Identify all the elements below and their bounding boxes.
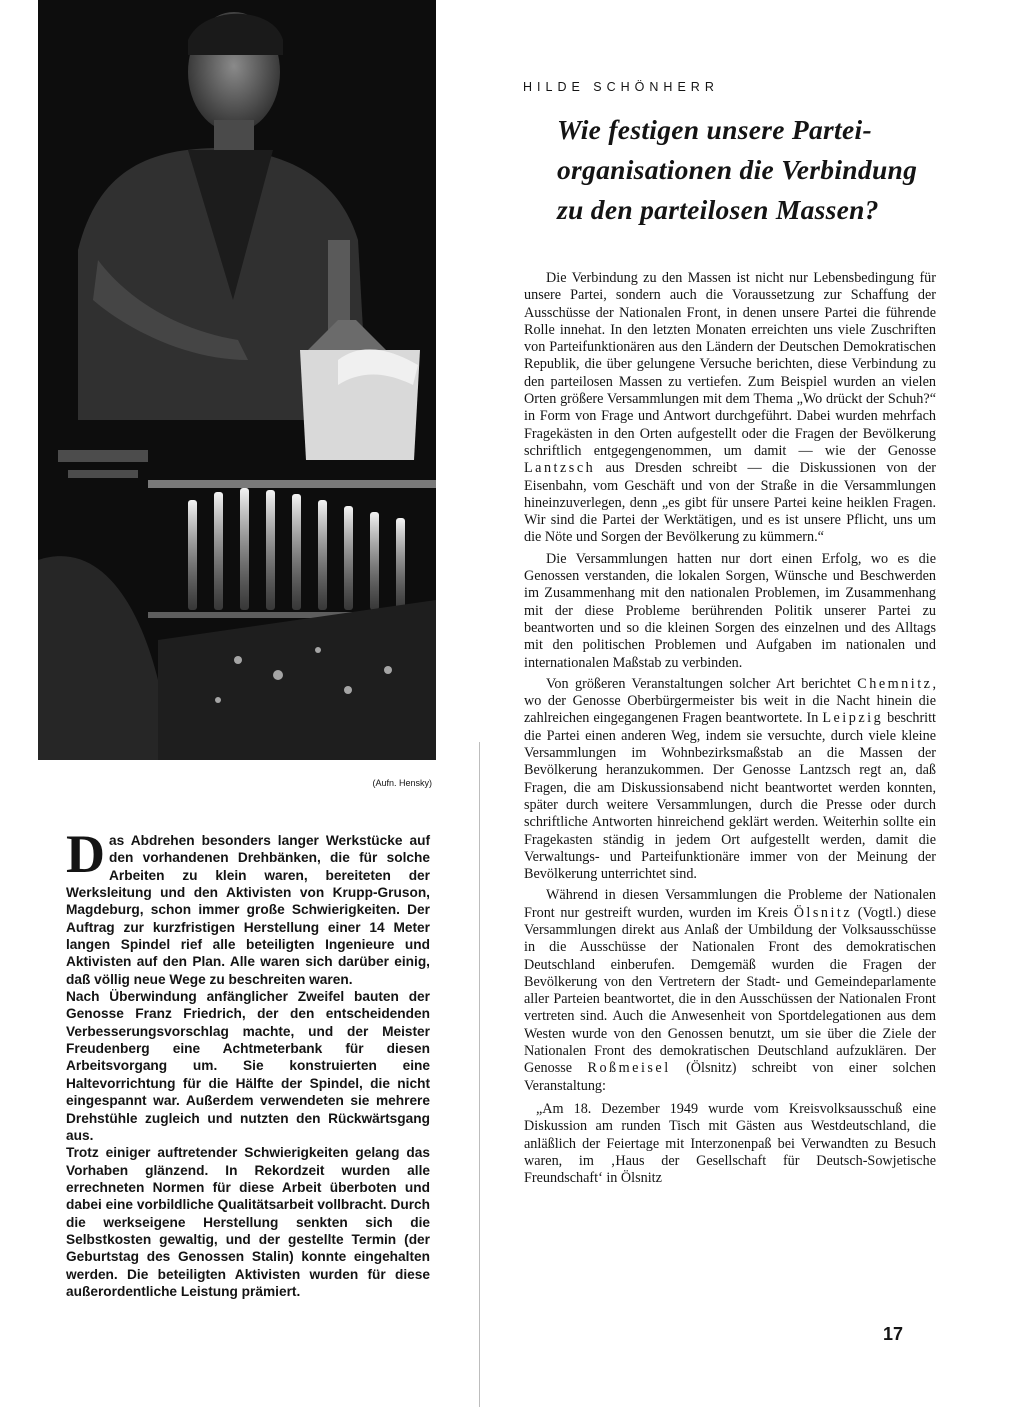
lathe-worker-photo	[38, 0, 436, 760]
author-byline: HILDE SCHÖNHERR	[523, 80, 719, 94]
headline-line: zu den parteilosen Massen?	[557, 194, 879, 225]
lathe-report-paragraph: Das Abdrehen besonders langer Werkstücke auf den vorhandenen Drehbänken, die für solche Arbeiten zu klein waren, bereiteten der Werksleitung und den Aktivisten von Krupp-Gruson, Magdeburg, schon immer große Schwierigkeiten. Der Auftrag zur kurzfristigen Herstellung einer 14 Meter langen Spindel rief alle beteiligten Ingenieure und Aktivisten auf den Plan. Alle waren sich darüber einig, daß völlig neue Wege zu beschreiten waren.	[66, 824, 430, 987]
headline-line: Wie festigen unsere Partei-	[557, 114, 872, 145]
lathe-report-paragraph: Trotz einiger auftretender Schwierigkeiten gelang das Vorhaben glänzend. In Rekordzeit wurden alle errechneten Normen für diese Arbeit überboten und dabei eine vorbildliche Qualitätsarbeit vollbracht. Durch die werkseigene Herstellung senkten sich die Selbstkosten gewaltig, und der gestellte Termin (der Geburtstag des Genossen Stalin) konnte eingehalten werden. Die beteiligten Aktivisten wurden für diese außerordentliche Leistung prämiert.	[66, 1145, 430, 1299]
article-quote: „Am 18. Dezember 1949 wurde vom Kreisvolksausschuß eine Diskussion am runden Tisch mit Gästen aus Westdeutschland, die anläßlich der Feiertage mit Interzonenpaß bei Verwandten zu Besuch waren, im ‚Haus der Gesellschaft für Deutsch-Sowjetische Freundschaft‘ in Ölsnitz	[524, 1100, 936, 1187]
page-number: 17	[883, 1324, 904, 1344]
lathe-report-paragraph: Nach Überwindung anfänglicher Zweifel bauten der Genosse Franz Friedrich, der den entscheidenden Verbesserungsvorschlag machte, und der Meister Freudenberg eine Achtmeterbank für diesen Arbeitsvorgang um. Sie konstruierten eine Haltevorrichtung für die Hälfte der Spindel, die nicht eingespannt war. Außerdem verwendeten sie mehrere Drehstühle zugleich und nutzten den Rückwärtsgang aus.	[66, 989, 430, 1143]
headline-line: organisationen die Verbindung	[557, 154, 918, 185]
article-paragraph: Während in diesen Versammlungen die Probleme der Nationalen Front nur gestreift wurden, wurden im Kreis Ölsnitz (Vogtl.) diese Versammlungen direkt aus Anlaß der Umbildung der Volksausschüsse in die Ausschüsse der Nationalen Front des demokratischen Deutschland einberufen. Demgemäß wurden die Fragen der Bevölkerung von den Vertretern der Stadt- und Gemeindeparlamente aller Parteien beantwortet, die in den Ausschüssen der Nationalen Front vertreten sind. Auch die Anwesenheit von Sportdelegationen aus dem Westen wurde von den Genossen benutzt, um sie über die Ziele der Nationalen Front des demokratischen Deutschland aufzuklären. Der Genosse Roßmeisel (Ölsnitz) schreibt von einer solchen Veranstaltung:	[524, 887, 937, 1094]
article-headline	[557, 110, 977, 230]
article-body	[524, 270, 936, 1191]
article-paragraph: Die Verbindung zu den Massen ist nicht nur Lebensbedingung für unsere Partei, sondern auch die Voraussetzung zur Schaffung der Ausschüsse der Nationalen Front, in denen unsere Partei die führende Rolle innehat. In den letzten Monaten erreichten uns viele Zuschriften von Parteifunktionären aus den Ländern der Deutschen Demokratischen Republik, die über gelungene Versuche berichten, diese Verbindung zu den parteilosen Massen zu vertiefen. Zum Beispiel wurden an vielen Orten größere Versammlungen mit dem Thema „Wo drückt der Schuh?“ in Form von Frage und Antwort durchgeführt. Dabei wurden mehrfach Fragekästen in den Orten aufgestellt oder die Fragen der Bevölkerung schriftlich entgegengenommen, um damit — wie der Genosse Lantzsch aus Dresden schreibt — die Diskussionen von der Eisenbahn, vom Geschäft und von der Straße in die Versammlungen hineinzuverlegen, denn „es gibt für unsere Partei keine heiklen Fragen. Wir sind die Partei der Werktätigen, und es ist unsere Pflicht, uns um die Nöte und Sorgen der Bevölkerung zu kümmern.“	[524, 270, 936, 546]
photo-caption: (Aufn. Hensky)	[372, 778, 432, 788]
lathe-report	[66, 824, 430, 1300]
photo-illustration	[38, 0, 436, 760]
column-divider	[479, 742, 480, 1407]
article-paragraph: Von größeren Veranstaltungen solcher Art berichtet Chemnitz, wo der Genosse Oberbürgermeister bis weit in die Nacht hinein die zahlreichen eingegangenen Fragen beantwortete. In Leipzig beschritt die Partei einen anderen Weg, indem sie versuchte, durch viele kleine Versammlungen im Wohnbezirksmaßstab an die Massen der Bevölkerung heranzukommen. Der Genosse Lantzsch regt an, daß Fragen, die am Diskussionsabend nicht beantwortet werden konnten, später durch weitere Versammlungen, durch die Presse oder durch schriftliche Antworten hinreichend geklärt werden. Weiterhin sollte ein Fragekasten ständig in jedem Ort aufgestellt werden, damit die Verwaltungs- und Parteifunktionäre immer von der Meinung der Bevölkerung unterrichtet sind.	[524, 675, 936, 883]
article-paragraph: Die Versammlungen hatten nur dort einen Erfolg, wo es die Genossen verstanden, die lokalen Sorgen, Wünsche und Beschwerden im Zusammenhang mit den nationalen Problemen, im Zusammenhang mit der diese Probleme berührenden Politik unserer Partei zu beantworten und so die kleinen Sorgen des einzelnen und des Alltags mit den politischen Problemen und Aufgaben im nationalen und internationalen Maßstab zu verbinden.	[524, 550, 936, 671]
drop-cap: D	[66, 824, 105, 884]
